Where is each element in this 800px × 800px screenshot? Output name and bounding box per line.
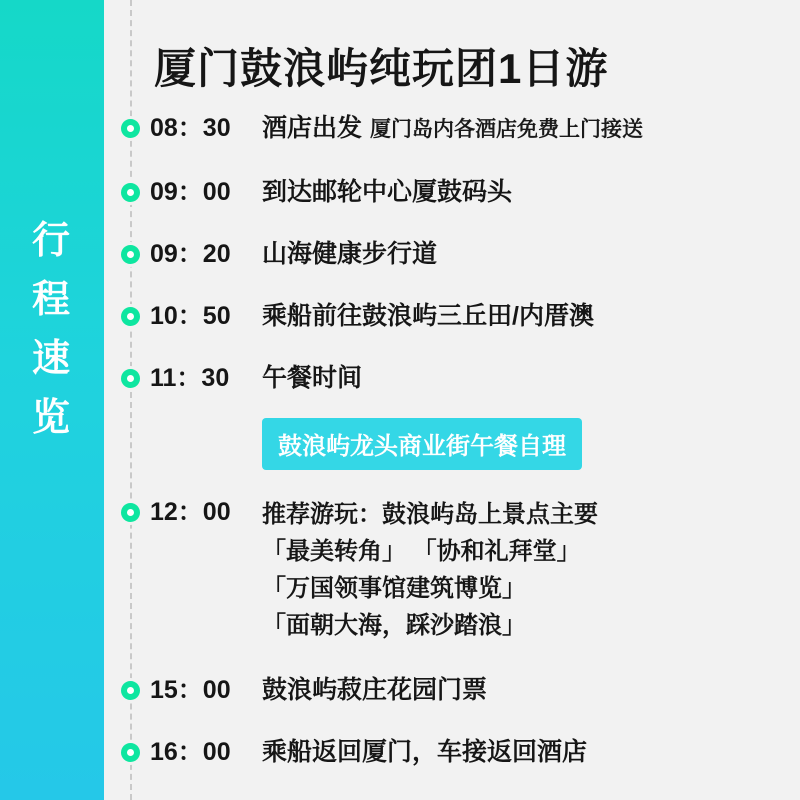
item-desc: 午餐时间 [262,364,363,392]
list-item [104,736,800,768]
itinerary-list [104,112,800,786]
item-desc: 乘船返回厦门，车接返回酒店 [262,738,588,766]
band-title-char: 程 [31,278,72,321]
band-title-char: 览 [31,396,72,439]
item-time: 11：30 [150,364,230,392]
band-title-char: 行 [31,220,72,262]
list-item [104,300,800,332]
item-time: 12：00 [150,498,231,526]
item-desc-line: 推荐游玩：鼓浪屿岛上景点主要 [262,501,598,528]
list-item [104,362,800,394]
list-item [104,176,800,208]
timeline-dot-icon [121,307,140,326]
item-desc: 鼓浪屿菽庄花园门票 [262,676,488,704]
item-desc-line: 「最美转角」 「协和礼拜堂」 [262,538,581,565]
status-badge: 鼓浪屿龙头商业街午餐自理 [262,418,582,470]
lunch-note-row [104,406,800,470]
page-title: 厦门鼓浪屿纯玩团1日游 [154,45,609,92]
timeline-dot-icon [121,369,140,388]
list-item [104,674,800,706]
timeline-dot-icon [121,681,140,700]
list-item [104,238,800,270]
item-time: 08：30 [150,114,231,142]
main-content [104,0,800,800]
item-desc-text: 酒店出发 [262,114,363,142]
timeline-dot-icon [121,119,140,138]
band-title-char: 速 [31,337,72,380]
item-time: 16：00 [150,738,231,766]
item-desc-multiline [262,496,598,644]
item-time: 15：00 [150,676,231,704]
timeline-dot-icon [121,503,140,522]
timeline-dot-icon [121,183,140,202]
timeline-dot-icon [121,245,140,264]
item-desc: 山海健康步行道 [262,240,438,268]
item-desc-line: 「面朝大海，踩沙踏浪」 [262,612,526,639]
item-subtext: 厦门岛内各酒店免费上门接送 [370,118,644,141]
item-desc: 乘船前往鼓浪屿三丘田/内厝澳 [262,302,594,330]
list-item [104,496,800,644]
item-desc [262,112,643,146]
item-time: 09：00 [150,178,231,206]
timeline-dot-icon [121,743,140,762]
item-desc: 到达邮轮中心厦鼓码头 [262,178,513,206]
item-desc-line: 「万国领事馆建筑博览」 [262,575,526,602]
band-vertical-title [0,212,104,448]
item-time: 09：20 [150,240,231,268]
list-item [104,112,800,146]
item-time: 10：50 [150,302,231,330]
